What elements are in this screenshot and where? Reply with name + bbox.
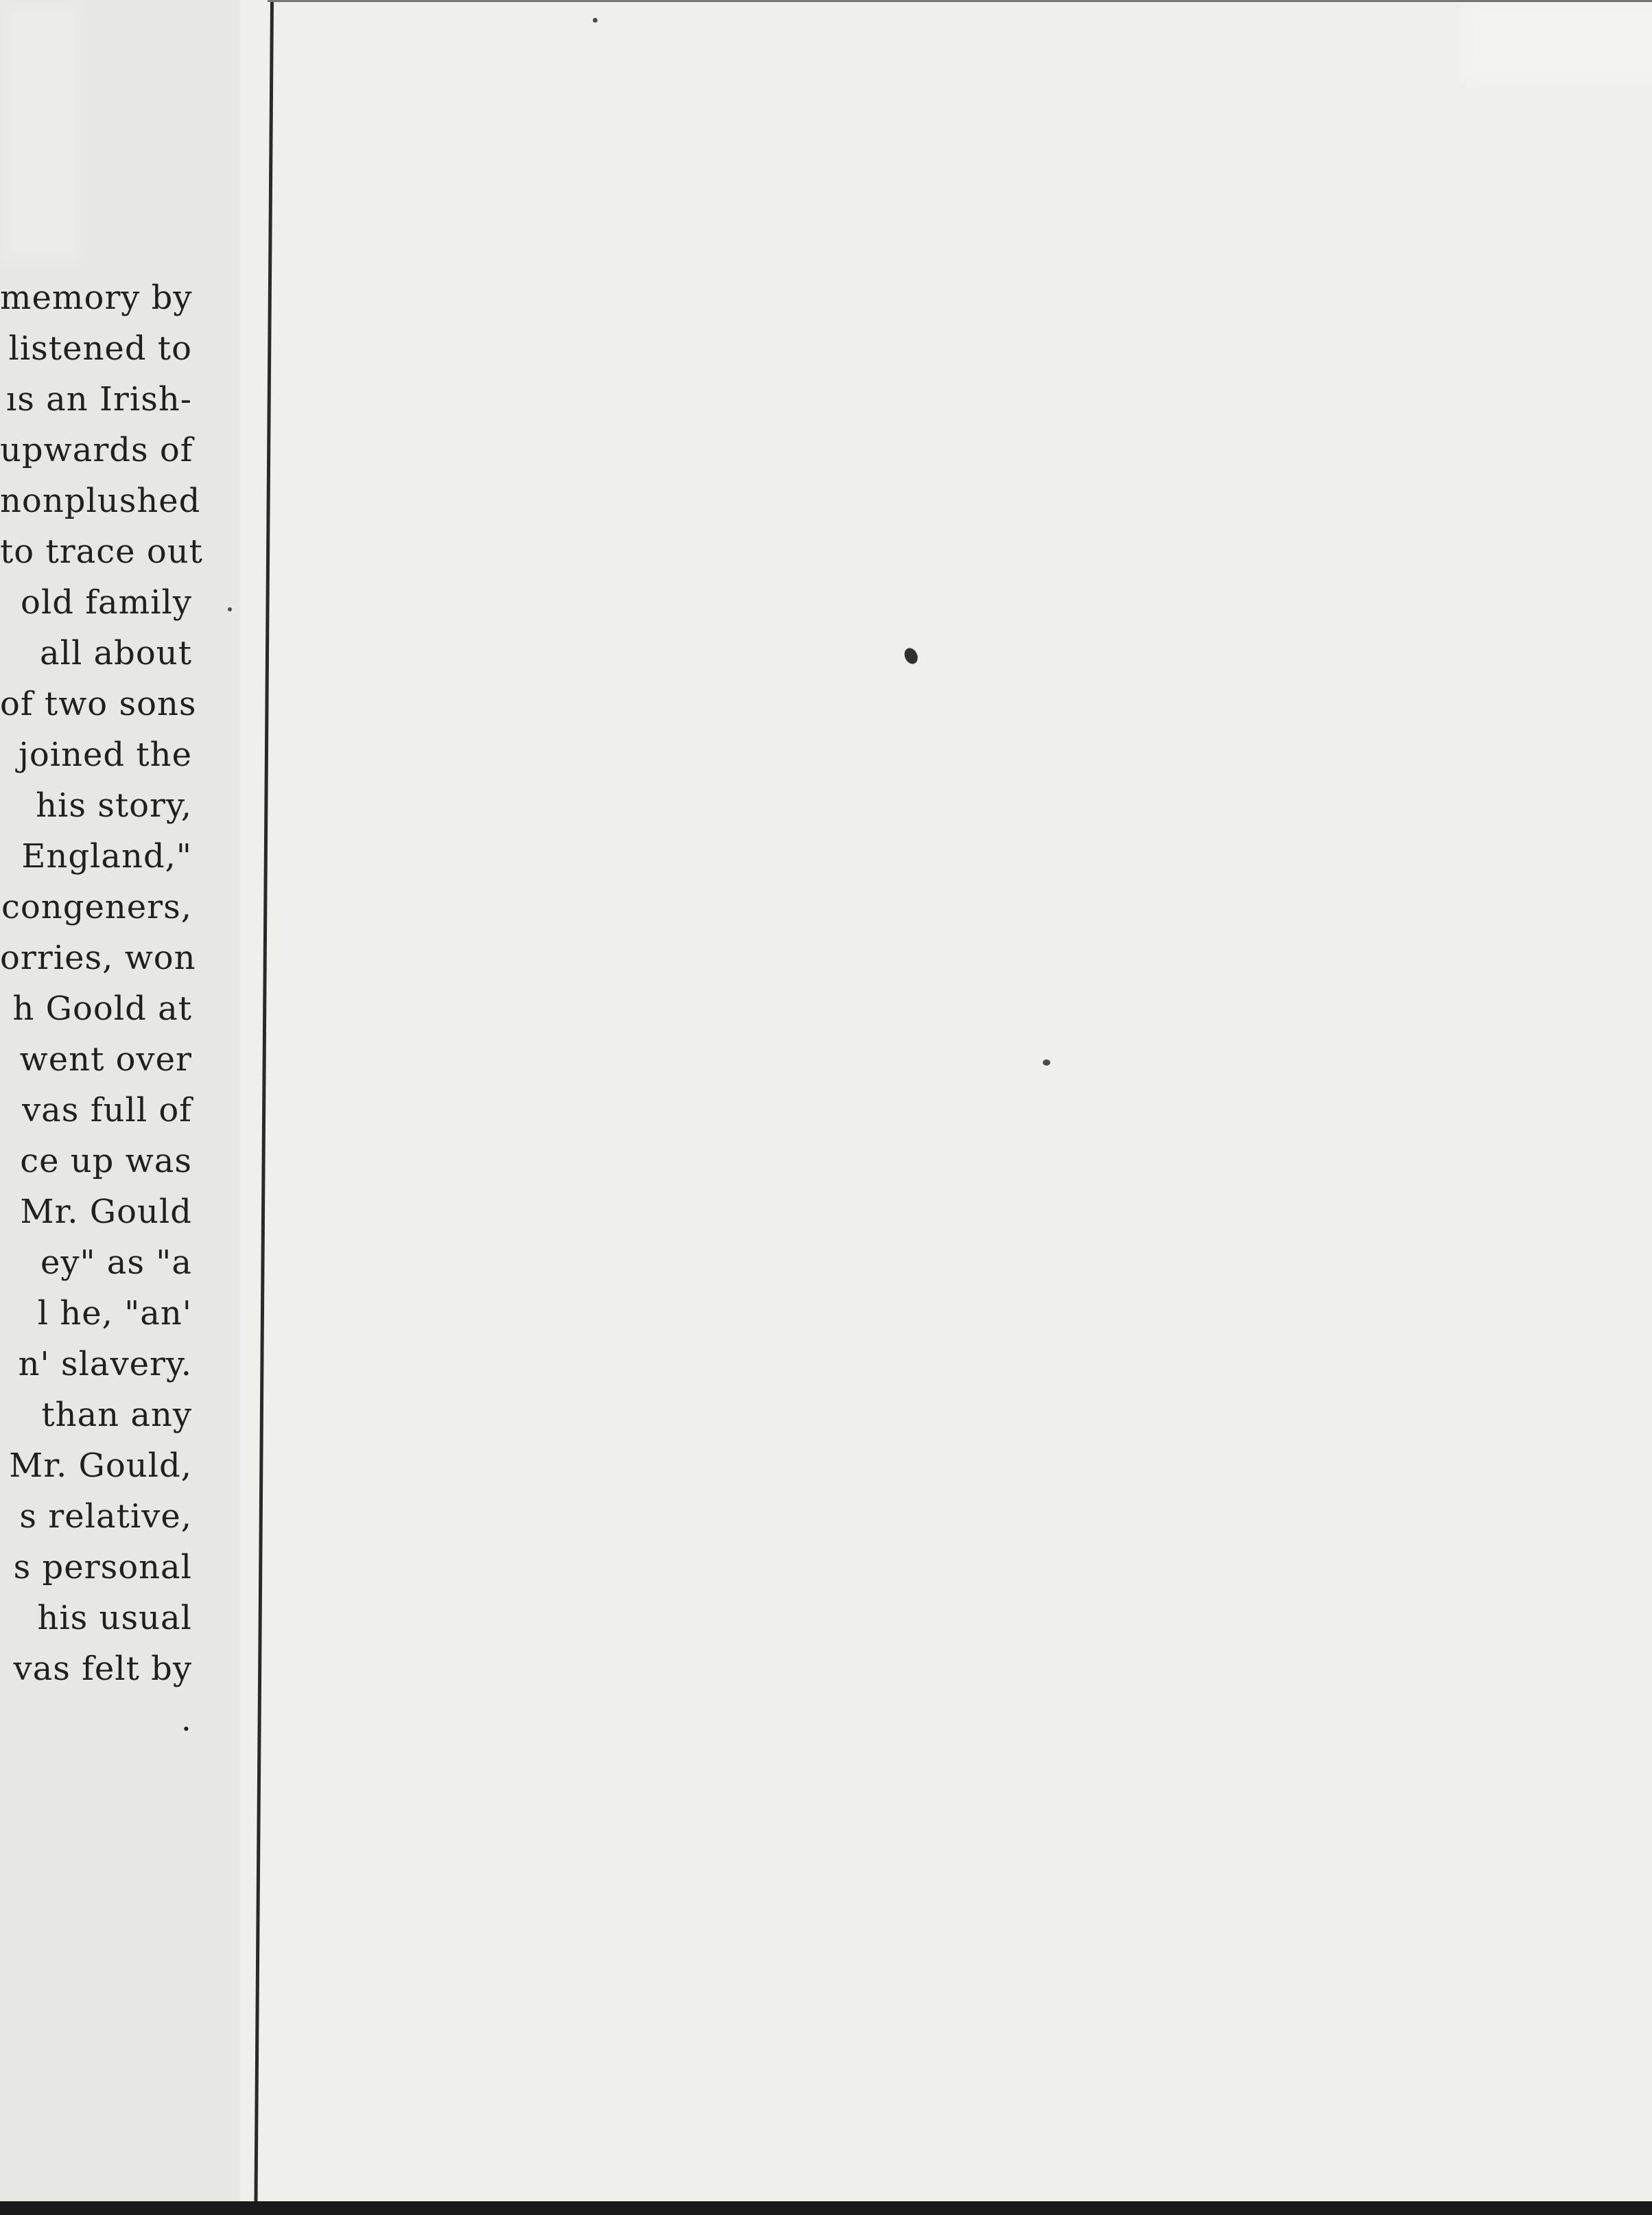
text-line-14: orries, won xyxy=(0,939,196,977)
ink-speck xyxy=(1043,1059,1050,1066)
text-line-12: England," xyxy=(21,837,192,876)
text-line-15: h Goold at xyxy=(12,989,192,1028)
text-line-18: ce up was xyxy=(20,1142,192,1180)
ink-speck xyxy=(228,607,232,611)
text-line-9: of two sons xyxy=(0,685,197,723)
text-line-6: to trace out xyxy=(0,532,203,571)
text-line-22: n' slavery. xyxy=(18,1345,192,1383)
ink-speck xyxy=(593,18,598,23)
text-line-28: vas felt by xyxy=(13,1650,192,1688)
left-page xyxy=(0,0,264,2215)
text-line-3: ıs an Irish- xyxy=(5,380,192,419)
text-line-13: congeners, xyxy=(1,888,192,926)
text-line-16: went over xyxy=(19,1040,192,1079)
text-line-21: l he, "an' xyxy=(37,1294,192,1333)
text-line-4: upwards of xyxy=(0,431,193,469)
scan-smudge xyxy=(0,0,82,261)
text-line-19: Mr. Gould xyxy=(20,1193,192,1231)
text-line-26: s personal xyxy=(13,1548,192,1586)
text-line-24: Mr. Gould, xyxy=(9,1446,192,1485)
text-line-27: his usual xyxy=(37,1599,192,1637)
text-line-17: vas full of xyxy=(22,1091,192,1129)
text-line-25: s relative, xyxy=(19,1497,192,1536)
text-line-10: joined the xyxy=(18,736,192,774)
text-line-7: old family xyxy=(21,583,192,622)
blank-right-page xyxy=(240,0,1652,2215)
left-page-text-column xyxy=(0,272,203,1745)
text-line-11: his story, xyxy=(36,786,192,825)
text-line-23: than any xyxy=(41,1396,192,1434)
text-line-5: nonplushed xyxy=(0,482,201,520)
text-line-1: memory by xyxy=(0,279,193,317)
text-line-29: . xyxy=(180,1700,192,1739)
text-line-20: ey" as "a xyxy=(40,1243,192,1282)
text-line-2: listened to xyxy=(8,329,192,368)
text-line-8: all about xyxy=(39,634,192,672)
scan-smudge xyxy=(1461,0,1652,82)
page-top-edge xyxy=(268,0,1652,2)
scan-bottom-edge xyxy=(0,2201,1652,2215)
